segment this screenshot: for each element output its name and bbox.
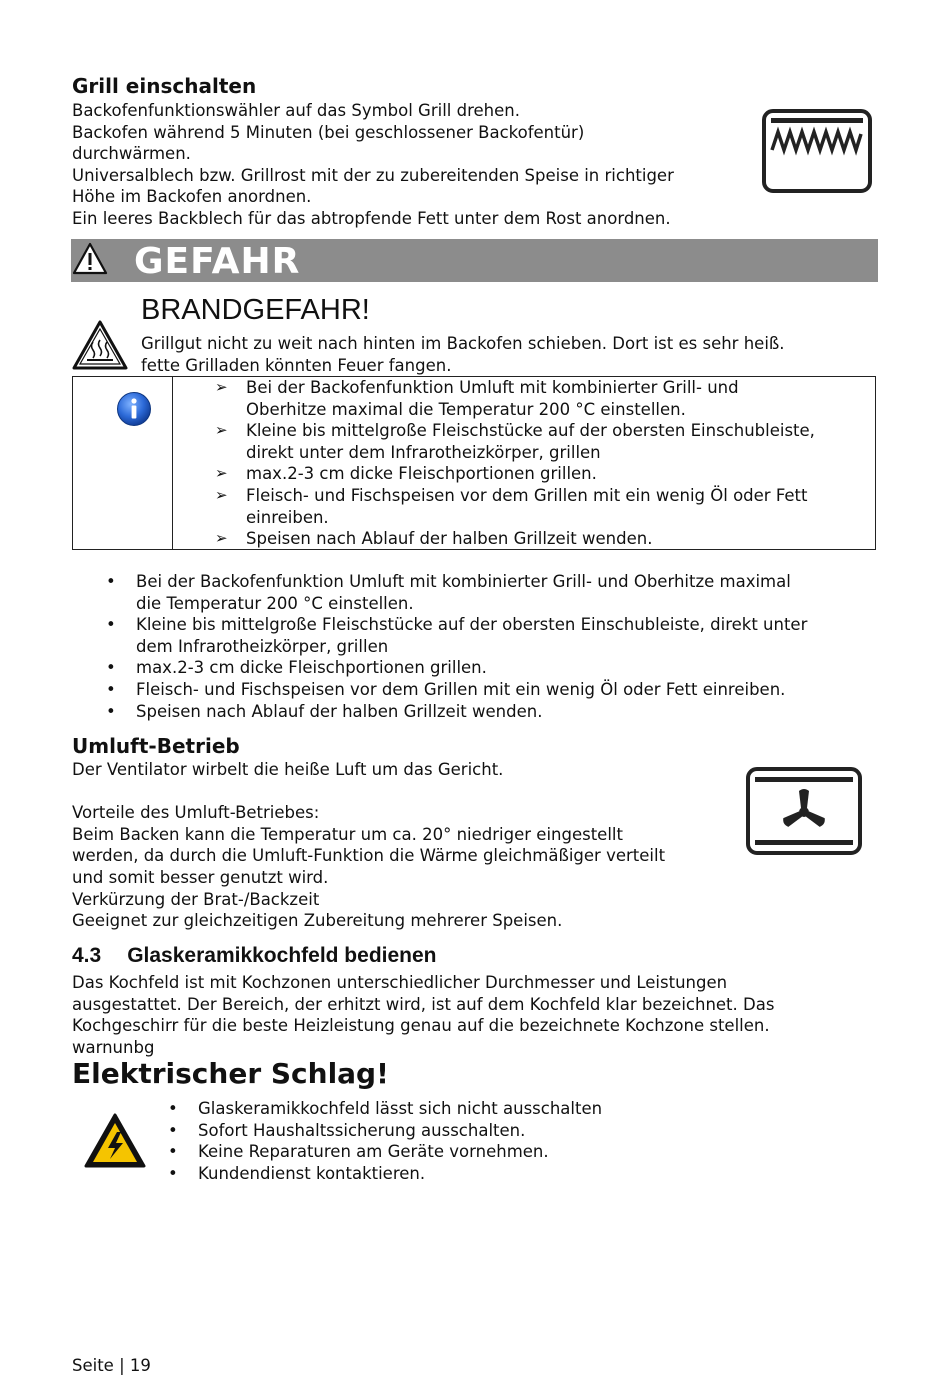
grill-tips-list — [136, 571, 896, 722]
info-item: ➢ Kleine bis mittelgroße Fleischstücke auf der obersten Einschubleiste, direkt unter dem Infrarotheizkörper, grillen — [246, 420, 866, 463]
danger-line: Grillgut nicht zu weit nach hinten im Backofen schieben. Dort ist es sehr heiß. — [141, 334, 785, 353]
grill-line: durchwärmen. — [72, 144, 191, 164]
danger-banner-title: GEFAHR — [134, 241, 301, 282]
info-table-divider — [172, 377, 173, 549]
section-line: Kochgeschirr für die beste Heizleistung genau auf die bezeichnete Kochzone stellen. — [72, 1016, 770, 1036]
umluft-line: werden, da durch die Umluft-Funktion die Wärme gleichmäßiger verteilt — [72, 846, 666, 866]
shock-item: • Glaskeramikkochfeld lässt sich nicht ausschalten — [198, 1098, 798, 1120]
section-text — [72, 972, 774, 1058]
shock-item: • Kundendienst kontaktieren. — [198, 1163, 798, 1185]
grill-tip-item: • Fleisch- und Fischspeisen vor dem Grillen mit ein wenig Öl oder Fett einreiben. — [136, 679, 896, 701]
danger-text — [141, 333, 785, 376]
high-voltage-icon — [83, 1112, 147, 1170]
grill-heading: Grill einschalten — [72, 74, 257, 98]
section-title: Glaskeramikkochfeld bedienen — [127, 944, 437, 967]
shock-item: • Keine Reparaturen am Geräte vornehmen. — [198, 1141, 798, 1163]
grill-tip-item: • Speisen nach Ablauf der halben Grillzeit wenden. — [136, 701, 896, 723]
section-line: ausgestattet. Der Bereich, der erhitzt wird, ist auf dem Kochfeld klar bezeichnet. Das — [72, 994, 775, 1014]
section-heading — [72, 944, 437, 968]
grill-tip-item: • max.2-3 cm dicke Fleischportionen grillen. — [136, 657, 896, 679]
grill-line: Höhe im Backofen anordnen. — [72, 187, 312, 207]
info-item: ➢ Speisen nach Ablauf der halben Grillzeit wenden. — [246, 528, 866, 550]
oven-fan-icon — [745, 766, 863, 856]
shock-list — [198, 1098, 798, 1184]
umluft-line: Vorteile des Umluft-Betriebes: — [72, 803, 320, 823]
hot-surface-icon — [71, 319, 129, 371]
grill-text — [72, 100, 674, 230]
umluft-line: Beim Backen kann die Temperatur um ca. 20° niedriger eingestellt — [72, 824, 623, 844]
oven-grill-icon — [761, 108, 873, 194]
grill-line: Ein leeres Backblech für das abtropfende Fett unter dem Rost anordnen. — [72, 208, 671, 228]
umluft-text — [72, 759, 665, 932]
grill-tip-item: • Kleine bis mittelgroße Fleischstücke auf der obersten Einschubleiste, direkt unter dem Infrarotheizkörper, grillen — [136, 614, 896, 657]
grill-line: Universalblech bzw. Grillrost mit der zu zubereitenden Speise in richtiger — [72, 165, 674, 185]
grill-tip-item: • Bei der Backofenfunktion Umluft mit kombinierter Grill- und Oberhitze maximal die Temperatur 200 °C einstellen. — [136, 571, 896, 614]
section-line: warnunbg — [72, 1037, 155, 1057]
info-icon — [116, 391, 152, 427]
umluft-line: Verkürzung der Brat-/Backzeit — [72, 889, 320, 909]
section-number: 4.3 — [72, 944, 102, 967]
info-list — [246, 377, 866, 550]
grill-line: Backofenfunktionswähler auf das Symbol Grill drehen. — [72, 101, 520, 120]
info-item: ➢ Bei der Backofenfunktion Umluft mit kombinierter Grill- und Oberhitze maximal die Temperatur 200 °C einstellen. — [246, 377, 866, 420]
umluft-line: und somit besser genutzt wird. — [72, 867, 329, 887]
section-line: Das Kochfeld ist mit Kochzonen unterschiedlicher Durchmesser und Leistungen — [72, 973, 728, 992]
umluft-line: Der Ventilator wirbelt die heiße Luft um das Gericht. — [72, 760, 504, 779]
shock-heading: Elektrischer Schlag! — [72, 1057, 389, 1090]
umluft-spacer — [72, 781, 665, 803]
umluft-line: Geeignet zur gleichzeitigen Zubereitung mehrerer Speisen. — [72, 911, 563, 931]
page-number: Seite | 19 — [72, 1356, 151, 1375]
grill-line: Backofen während 5 Minuten (bei geschlossener Backofentür) — [72, 122, 585, 142]
danger-line: fette Grilladen könnten Feuer fangen. — [141, 355, 452, 375]
umluft-heading: Umluft-Betrieb — [72, 734, 240, 758]
info-item: ➢ Fleisch- und Fischspeisen vor dem Grillen mit ein wenig Öl oder Fett einreiben. — [246, 485, 866, 528]
shock-item: • Sofort Haushaltssicherung ausschalten. — [198, 1120, 798, 1142]
danger-heading: BRANDGEFAHR! — [141, 294, 370, 326]
info-table — [72, 376, 876, 550]
warning-triangle-icon — [72, 242, 108, 276]
info-item: ➢ max.2-3 cm dicke Fleischportionen grillen. — [246, 463, 866, 485]
